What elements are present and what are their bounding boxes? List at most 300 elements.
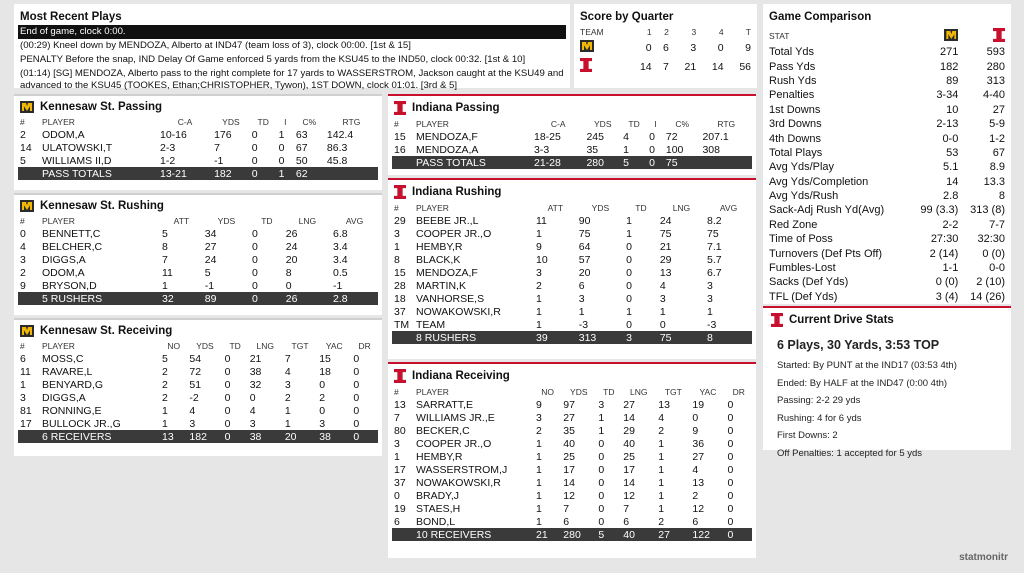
table-cell: 35	[586, 143, 599, 156]
column-header: TD	[257, 116, 269, 127]
table-cell: 1	[536, 463, 542, 476]
table-cell: 0	[727, 476, 734, 489]
table-cell: 3	[189, 417, 196, 430]
totals-cell: 2.8	[331, 292, 378, 305]
score-header: T	[745, 26, 751, 37]
table-cell: 40	[623, 437, 635, 450]
ks-rushing-panel	[14, 193, 382, 315]
table-cell: 1	[659, 305, 666, 318]
indiana-stat-value: 8.9	[989, 161, 1005, 174]
ks-passing-table	[18, 115, 378, 180]
score-header-row	[578, 25, 753, 38]
comparison-panel	[763, 4, 1011, 304]
column-header: #	[20, 116, 25, 127]
column-header: PLAYER	[416, 386, 449, 397]
table-cell: 0	[353, 391, 360, 404]
table-cell: 2	[162, 365, 168, 378]
table-cell: 20	[285, 253, 298, 266]
comparison-row	[767, 131, 1007, 145]
table-cell: 17	[20, 417, 32, 430]
table-row	[392, 214, 752, 227]
drive-details	[763, 335, 1011, 462]
table-cell: MENDOZA,F	[416, 266, 478, 279]
indiana-logo-icon	[580, 58, 592, 72]
indiana-stat-value: 1-2	[989, 132, 1005, 145]
indiana-stat-value: 7-7	[989, 218, 1005, 231]
table-cell: 0	[598, 463, 605, 476]
table-cell: 19	[692, 398, 705, 411]
kennesaw-logo-icon	[20, 101, 34, 113]
comparison-row	[767, 103, 1007, 117]
indiana-stat-value: 2 (10)	[976, 276, 1005, 289]
table-cell: 3	[284, 378, 291, 391]
column-header: TD	[261, 215, 273, 226]
drive-line: Ended: By HALF at the IND47 (0:00 4th)	[777, 377, 948, 389]
table-row	[18, 240, 378, 253]
table-cell: HEMBY,R	[416, 450, 463, 463]
kennesaw-stat-value: 3 (4)	[935, 290, 959, 303]
totals-cell: 0	[351, 430, 378, 443]
kennesaw-stat-value: 89	[946, 74, 959, 87]
column-header: TD	[635, 202, 647, 213]
table-cell: 0	[626, 240, 632, 253]
table-cell: 0	[649, 143, 655, 156]
kennesaw-stat-value: 2.8	[943, 190, 959, 203]
table-cell: 7	[162, 253, 168, 266]
table-cell: 8	[394, 253, 400, 266]
table-cell: 0	[251, 128, 258, 141]
ks-receiving-table	[18, 339, 378, 443]
drive-title: Current Drive Stats	[789, 314, 894, 326]
table-cell: 1	[536, 502, 542, 515]
kennesaw-stat-value: 27:30	[930, 233, 959, 246]
drive-line: Started: By PUNT at the IND17 (03:53 4th)	[777, 360, 957, 371]
totals-cell	[392, 156, 414, 169]
table-cell: 6	[623, 515, 630, 528]
table-cell: 0	[251, 141, 258, 154]
table-cell: 0	[394, 489, 400, 502]
stat-label: Sack-Adj Rush Yd(Avg)	[769, 204, 885, 217]
table-row	[392, 266, 752, 279]
table-cell: 13	[394, 398, 406, 411]
table-cell: 4	[658, 411, 665, 424]
totals-cell: 13	[160, 430, 187, 443]
totals-cell: 313	[577, 331, 624, 344]
column-header: I	[284, 116, 287, 127]
totals-cell: 182	[212, 167, 250, 180]
table-cell: 245	[586, 130, 604, 143]
table-cell: 1	[536, 515, 542, 528]
score-header: 3	[691, 26, 697, 37]
totals-cell: 280	[561, 528, 596, 541]
table-row	[18, 253, 378, 266]
indiana-team-cell	[578, 57, 626, 76]
table-cell: 12	[623, 489, 635, 502]
table-cell: 72	[189, 365, 202, 378]
kennesaw-stat-value: 2-2	[942, 218, 959, 231]
column-header: YDS	[570, 386, 588, 397]
table-cell: 50	[295, 154, 308, 167]
table-cell: 18	[394, 292, 406, 305]
comparison-header-row	[767, 27, 1007, 45]
kennesaw-stat-value: 0-0	[942, 132, 959, 145]
column-header: LNG	[672, 202, 691, 213]
play-item: (00:29) Kneel down by MENDOZA, Alberto at IND47 (team loss of 3), clock 00:00. [1st & 15]	[20, 40, 411, 51]
table-row	[392, 463, 752, 476]
table-cell: 90	[578, 214, 591, 227]
table-row	[392, 279, 752, 292]
column-header: #	[20, 215, 25, 226]
column-header: C-A	[550, 118, 566, 129]
kennesaw-stat-value: 2-13	[936, 118, 959, 131]
column-header: PLAYER	[416, 118, 449, 129]
comparison-row	[767, 74, 1007, 88]
column-header: #	[20, 340, 25, 351]
table-cell: 6	[563, 515, 570, 528]
table-cell: 63	[295, 128, 308, 141]
table-cell: 0	[224, 365, 231, 378]
table-cell: 37	[394, 305, 406, 318]
table-cell: 5	[204, 266, 211, 279]
table-cell: 2	[20, 266, 26, 279]
table-cell: 2	[658, 515, 665, 528]
comparison-row	[767, 117, 1007, 131]
table-cell: 67	[295, 141, 308, 154]
table-cell: 10	[536, 253, 548, 266]
stat-label: Red Zone	[769, 218, 818, 231]
table-cell: 7	[623, 502, 630, 515]
table-cell: 64	[578, 240, 591, 253]
table-cell: 0	[252, 253, 258, 266]
table-cell: 40	[563, 437, 575, 450]
totals-cell	[325, 167, 378, 180]
table-cell: 1	[536, 476, 542, 489]
kennesaw-stat-value: 10	[946, 103, 959, 116]
stat-label: Penalties	[769, 89, 815, 102]
table-cell: 0	[252, 227, 258, 240]
iu-passing-table	[392, 117, 752, 169]
table-cell: 4	[20, 240, 26, 253]
totals-cell: 13-21	[158, 167, 212, 180]
totals-cell: 39	[534, 331, 577, 344]
column-header: PLAYER	[416, 202, 449, 213]
table-cell: 0	[224, 404, 231, 417]
table-row	[18, 365, 378, 378]
comparison-row	[767, 232, 1007, 246]
indiana-stat-value: 313	[986, 74, 1005, 87]
totals-cell: 8 RUSHERS	[414, 331, 534, 344]
table-cell: 2-3	[160, 141, 176, 154]
indiana-stat-value: 14 (26)	[970, 290, 1005, 303]
table-row	[392, 489, 752, 502]
table-cell: 14	[623, 476, 635, 489]
table-cell: 3	[598, 398, 605, 411]
ks-rushing-title: Kennesaw St. Rushing	[40, 200, 164, 212]
indiana-logo-icon	[394, 101, 406, 115]
table-cell: 11	[536, 214, 547, 227]
table-cell: 1	[284, 417, 291, 430]
column-header: TD	[229, 340, 241, 351]
table-cell: BLACK,K	[416, 253, 461, 266]
drive-line: Off Penalties: 1 accepted for 5 yds	[777, 447, 923, 459]
table-cell: 1	[598, 411, 605, 424]
table-cell: VANHORSE,S	[416, 292, 485, 305]
stat-label: Pass Yds	[769, 60, 816, 73]
comparison-row	[767, 146, 1007, 160]
totals-cell: 280	[584, 156, 621, 169]
plays-list	[14, 25, 570, 93]
table-cell: 26	[285, 227, 298, 240]
score-cell: 14	[711, 60, 724, 73]
table-row	[392, 450, 752, 463]
stat-label: Rush Yds	[769, 74, 817, 87]
table-cell: 0	[727, 463, 734, 476]
table-header-row	[392, 201, 752, 214]
table-cell: WILLIAMS JR.,E	[416, 411, 495, 424]
table-cell: 10-16	[160, 128, 187, 141]
indiana-stat-value: 280	[986, 60, 1005, 73]
table-cell: 15	[394, 130, 406, 143]
table-cell: 45.8	[326, 154, 348, 167]
totals-cell: 89	[203, 292, 250, 305]
comparison-row	[767, 290, 1007, 304]
table-cell: 3	[536, 411, 542, 424]
table-cell: 1	[536, 489, 542, 502]
table-cell: 8	[162, 240, 168, 253]
table-cell: 3-3	[534, 143, 550, 156]
score-header: 1	[646, 26, 652, 37]
table-cell: 1	[162, 279, 168, 292]
table-cell: 57	[578, 253, 591, 266]
table-cell: BRYSON,D	[42, 279, 97, 292]
table-cell: 29	[659, 253, 672, 266]
ks-passing-title: Kennesaw St. Passing	[40, 101, 163, 113]
table-row	[18, 378, 378, 391]
drive-line: First Downs: 2	[777, 430, 838, 441]
table-row	[18, 128, 378, 141]
column-header: LNG	[630, 386, 648, 397]
table-cell: 1	[536, 437, 542, 450]
table-cell: 34	[204, 227, 217, 240]
table-cell: 12	[692, 502, 705, 515]
totals-cell: 0	[647, 156, 664, 169]
table-cell: 1	[394, 240, 400, 253]
table-cell: MOSS,C	[42, 352, 84, 365]
totals-cell: 5 RUSHERS	[40, 292, 160, 305]
column-header: YDS	[196, 340, 214, 351]
table-cell: 4	[659, 279, 666, 292]
table-cell: COOPER JR.,O	[416, 437, 492, 450]
column-header: #	[394, 202, 399, 213]
table-cell: 0	[727, 398, 734, 411]
table-cell: MENDOZA,F	[416, 130, 478, 143]
indiana-logo-icon	[771, 313, 783, 327]
table-cell: 100	[665, 143, 684, 156]
table-row	[392, 305, 752, 318]
table-cell: MENDOZA,A	[416, 143, 479, 156]
table-cell: 0	[727, 424, 734, 437]
table-cell: 6	[578, 279, 585, 292]
score-cell: 56	[739, 60, 751, 73]
column-header: ATT	[547, 202, 564, 213]
table-cell: 9	[692, 424, 699, 437]
table-cell: 0.5	[333, 266, 348, 279]
table-cell: BEEBE JR.,L	[416, 214, 479, 227]
stat-label: 3rd Downs	[769, 118, 822, 131]
totals-cell: 5	[621, 156, 647, 169]
table-cell: 0	[319, 404, 326, 417]
indiana-column-header	[960, 27, 1007, 45]
totals-cell: 10 RECEIVERS	[414, 528, 534, 541]
table-cell: 27	[563, 411, 575, 424]
iu-rushing-panel	[388, 178, 756, 359]
table-cell: 35	[563, 424, 575, 437]
ks-passing-panel	[14, 94, 382, 190]
indiana-stat-value: 4-40	[982, 89, 1005, 102]
table-cell: 0	[598, 502, 605, 515]
table-cell: 5	[162, 227, 168, 240]
table-cell: 0	[598, 450, 605, 463]
totals-cell: 0	[725, 528, 752, 541]
table-cell: 0	[319, 378, 326, 391]
table-cell: BULLOCK JR.,G	[42, 417, 121, 430]
table-cell: 3	[707, 292, 713, 305]
ks-receiving-title: Kennesaw St. Receiving	[40, 325, 173, 337]
table-cell: 0	[626, 279, 632, 292]
totals-row	[18, 167, 378, 180]
table-cell: 3.4	[333, 253, 348, 266]
column-header: AVG	[719, 202, 738, 213]
table-cell: 207.1	[702, 130, 729, 143]
kennesaw-team-cell	[578, 38, 626, 57]
table-cell: TM	[394, 318, 410, 331]
stat-label: Fumbles-Lost	[769, 262, 836, 275]
table-cell: 0	[251, 154, 258, 167]
table-cell: 1	[658, 463, 665, 476]
column-header: YDS	[222, 116, 240, 127]
table-header-row	[18, 115, 378, 128]
table-cell: 2	[162, 391, 168, 404]
stat-label: Sacks (Def Yds)	[769, 276, 849, 289]
table-cell: 3	[394, 437, 400, 450]
table-cell: -1	[333, 279, 343, 292]
table-row	[18, 266, 378, 279]
table-cell: SARRATT,E	[416, 398, 473, 411]
table-cell: 0	[252, 266, 258, 279]
column-header: AVG	[345, 215, 364, 226]
iu-rushing-table	[392, 201, 752, 344]
table-cell: BOND,L	[416, 515, 456, 528]
column-header: C-A	[177, 116, 193, 127]
table-cell: 14	[623, 411, 635, 424]
table-cell: 15	[394, 266, 406, 279]
table-row	[18, 279, 378, 292]
table-row	[392, 240, 752, 253]
table-cell: 2	[692, 489, 699, 502]
table-cell: 0	[727, 411, 734, 424]
table-cell: 72	[665, 130, 678, 143]
comparison-row	[767, 261, 1007, 275]
indiana-stat-value: 593	[986, 46, 1005, 59]
table-cell: 21	[249, 352, 262, 365]
column-header: TD	[603, 386, 615, 397]
table-cell: 6.8	[333, 227, 348, 240]
table-cell: 2	[319, 391, 326, 404]
column-header: PLAYER	[42, 215, 75, 226]
table-cell: 3.4	[333, 240, 348, 253]
ks-rushing-table	[18, 214, 378, 305]
totals-cell: 38	[248, 430, 283, 443]
table-cell: 4	[189, 404, 196, 417]
table-cell: 0	[353, 365, 360, 378]
totals-cell: 0	[250, 167, 277, 180]
score-row	[578, 57, 753, 76]
totals-cell: 3	[624, 331, 658, 344]
table-cell: 36	[692, 437, 705, 450]
totals-cell: 6 RECEIVERS	[40, 430, 160, 443]
table-row	[392, 502, 752, 515]
table-header-row	[392, 117, 752, 130]
table-cell: 4	[692, 463, 699, 476]
score-row	[578, 38, 753, 57]
table-cell: 1	[536, 227, 542, 240]
totals-cell: 20	[283, 430, 317, 443]
column-header: YDS	[594, 118, 612, 129]
totals-cell: 75	[658, 331, 705, 344]
indiana-stat-value: 27	[992, 103, 1005, 116]
score-cell: 0	[717, 41, 724, 54]
iu-receiving-table	[392, 385, 752, 541]
comparison-row	[767, 175, 1007, 189]
table-cell: 1	[623, 143, 629, 156]
table-row	[392, 411, 752, 424]
table-cell: 7	[394, 411, 400, 424]
indiana-logo-icon	[993, 28, 1005, 42]
table-cell: ODOM,A	[42, 128, 85, 141]
totals-cell: PASS TOTALS	[414, 156, 532, 169]
table-row	[18, 227, 378, 240]
table-cell: 4	[249, 404, 256, 417]
table-cell: 81	[20, 404, 32, 417]
table-cell: 2	[162, 378, 168, 391]
table-cell: 0	[285, 279, 292, 292]
totals-cell: 21-28	[532, 156, 584, 169]
table-cell: 38	[249, 365, 262, 378]
table-cell: 97	[563, 398, 575, 411]
table-cell: 0	[649, 130, 655, 143]
statmonitr-logo: statmonitr	[959, 552, 1008, 563]
table-cell: 17	[563, 463, 575, 476]
indiana-stat-value: 313 (8)	[970, 204, 1005, 217]
totals-row	[18, 430, 378, 443]
table-cell: STAES,H	[416, 502, 461, 515]
table-cell: 2	[20, 128, 26, 141]
score-cell: 14	[639, 60, 652, 73]
score-cell: 0	[645, 41, 652, 54]
table-cell: -1	[204, 279, 215, 292]
table-cell: 1	[626, 214, 632, 227]
totals-cell	[18, 167, 40, 180]
table-cell: 0	[598, 476, 605, 489]
table-cell: 3	[536, 266, 542, 279]
table-cell: RAVARE,L	[42, 365, 93, 378]
table-cell: 7	[214, 141, 220, 154]
totals-row	[18, 292, 378, 305]
table-cell: 0	[626, 253, 632, 266]
totals-cell: PASS TOTALS	[40, 167, 158, 180]
table-cell: 24	[204, 253, 217, 266]
table-cell: COOPER JR.,O	[416, 227, 492, 240]
